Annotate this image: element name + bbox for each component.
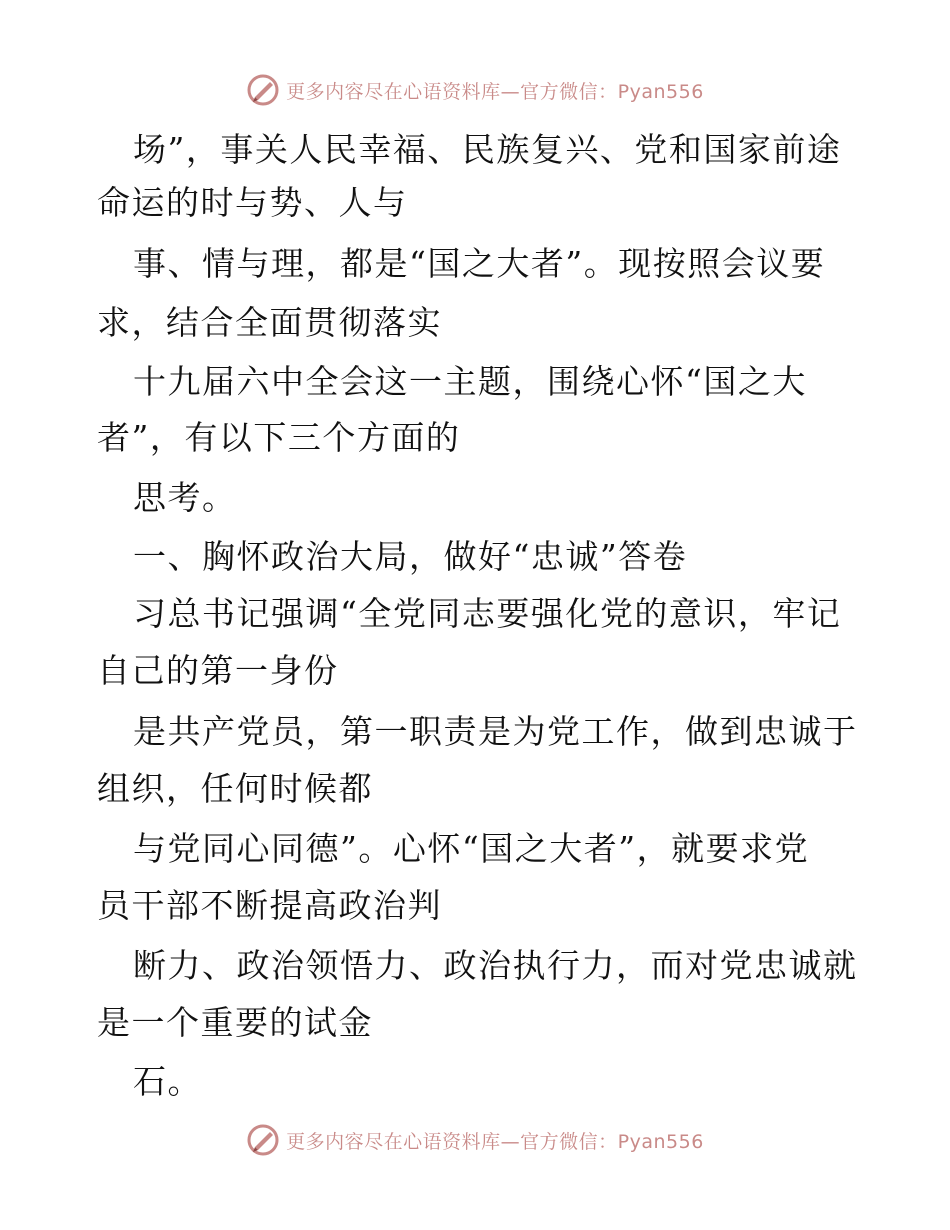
watermark-text: 更多内容尽在心语资料库—官方微信：Pyan556 [286, 1130, 704, 1153]
text-line: 自己的第一身份 [97, 651, 339, 690]
section-heading: 一、胸怀政治大局，做好“忠诚”答卷 [133, 537, 688, 576]
brush-logo-icon [246, 1123, 280, 1157]
text-line: 断力、政治领悟力、政治执行力，而对党忠诚就 [133, 946, 858, 985]
text-line: 组织，任何时候都 [97, 769, 373, 808]
text-line: 命运的时与势、人与 [97, 183, 408, 222]
text-line: 是一个重要的试金 [97, 1003, 373, 1042]
text-line: 员干部不断提高政治判 [97, 886, 442, 925]
text-line: 石。 [133, 1062, 202, 1101]
text-line: 求，结合全面贯彻落实 [97, 303, 442, 342]
text-line: 十九届六中全会这一主题，围绕心怀“国之大 [133, 362, 807, 401]
brush-logo-icon [246, 73, 280, 107]
watermark-text: 更多内容尽在心语资料库—官方微信：Pyan556 [286, 80, 704, 103]
text-line: 习总书记强调“全党同志要强化党的意识，牢记 [133, 594, 842, 633]
header-watermark [0, 70, 950, 110]
text-line: 思考。 [133, 478, 237, 517]
text-line: 是共产党员，第一职责是为党工作，做到忠诚于 [133, 712, 858, 751]
text-line: 与党同心同德”。心怀“国之大者”，就要求党 [133, 829, 810, 868]
footer-watermark [0, 1120, 950, 1160]
text-line: 事、情与理，都是“国之大者”。现按照会议要 [133, 244, 826, 283]
text-line: 者”，有以下三个方面的 [97, 418, 461, 457]
text-line: 场”，事关人民幸福、民族复兴、党和国家前途 [133, 130, 842, 169]
